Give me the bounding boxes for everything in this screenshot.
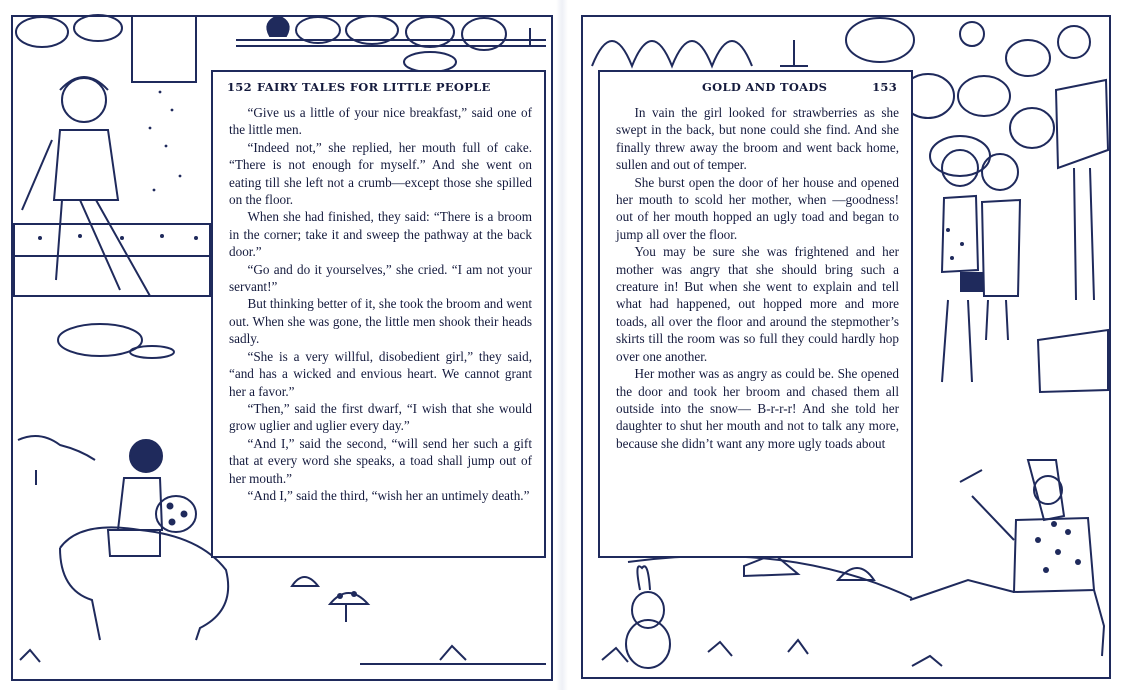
left-page-number: 152 bbox=[227, 80, 252, 94]
paragraph: When she had finished, they said: “There is a broom in the corner; take it and sweep the pathway at the back door.” bbox=[229, 209, 532, 260]
left-running-title: FAIRY TALES FOR LITTLE PEOPLE bbox=[257, 80, 491, 94]
paragraph: “She is a very willful, disobedient girl,” they said, “and has a wicked and envious heart. We cannot grant her a favor.” bbox=[229, 348, 532, 399]
paragraph: “Indeed not,” she replied, her mouth full of cake. “There is not enough for myself.” And she went on eating till she left not a crumb—except those she spilled on the floor. bbox=[229, 139, 532, 208]
paragraph: “Then,” said the first dwarf, “I wish that she would grow uglier and uglier every day.” bbox=[229, 400, 532, 434]
right-body-text bbox=[616, 104, 899, 452]
right-text-panel bbox=[598, 70, 913, 558]
right-running-head bbox=[614, 80, 897, 96]
paragraph: In vain the girl looked for strawberries as she swept in the back, but none could she find. And she finally threw away the broom and went back home, sullen and out of temper. bbox=[616, 105, 899, 173]
paragraph: Her mother was as angry as could be. She opened the door and took her broom and chased them all outside into the snow— B-r-r-r! And she told her daughter to shut her mouth and not to talk any more, because she didn’t want any more ugly toads about bbox=[616, 366, 899, 451]
right-running-title: GOLD AND TOADS bbox=[702, 80, 828, 94]
paragraph: But thinking better of it, she took the broom and went out. When she was gone, the little men shook their heads sadly. bbox=[229, 296, 532, 347]
book-gutter bbox=[556, 0, 568, 690]
paragraph: She burst open the door of her house and opened her mouth to scold her mother, when —goodness! out of her mouth hopped an ugly toad and began to jump all over the floor. bbox=[616, 174, 899, 242]
paragraph: “Give us a little of your nice breakfast,” said one of the little men. bbox=[229, 105, 532, 138]
paragraph: You may be sure she was frightened and her mother was angry that she should bring such a creature in! But when she went to explain and tell what had happened, out hopped more and more toads, all over the floor and around the stepmother’s skirts till the room was so full they could hardly hop over one another. bbox=[616, 244, 899, 364]
left-text-panel bbox=[211, 70, 546, 558]
paragraph: “And I,” said the third, “wish her an untimely death.” bbox=[247, 487, 530, 503]
left-running-head bbox=[227, 80, 530, 96]
paragraph: “And I,” said the second, “will send her such a gift that at every word she speaks, a toad shall jump out of her mouth.” bbox=[229, 435, 532, 486]
paragraph: “Go and do it yourselves,” she cried. “I am not your servant!” bbox=[229, 261, 532, 295]
left-body-text bbox=[229, 104, 532, 504]
right-page-number: 153 bbox=[872, 80, 897, 94]
